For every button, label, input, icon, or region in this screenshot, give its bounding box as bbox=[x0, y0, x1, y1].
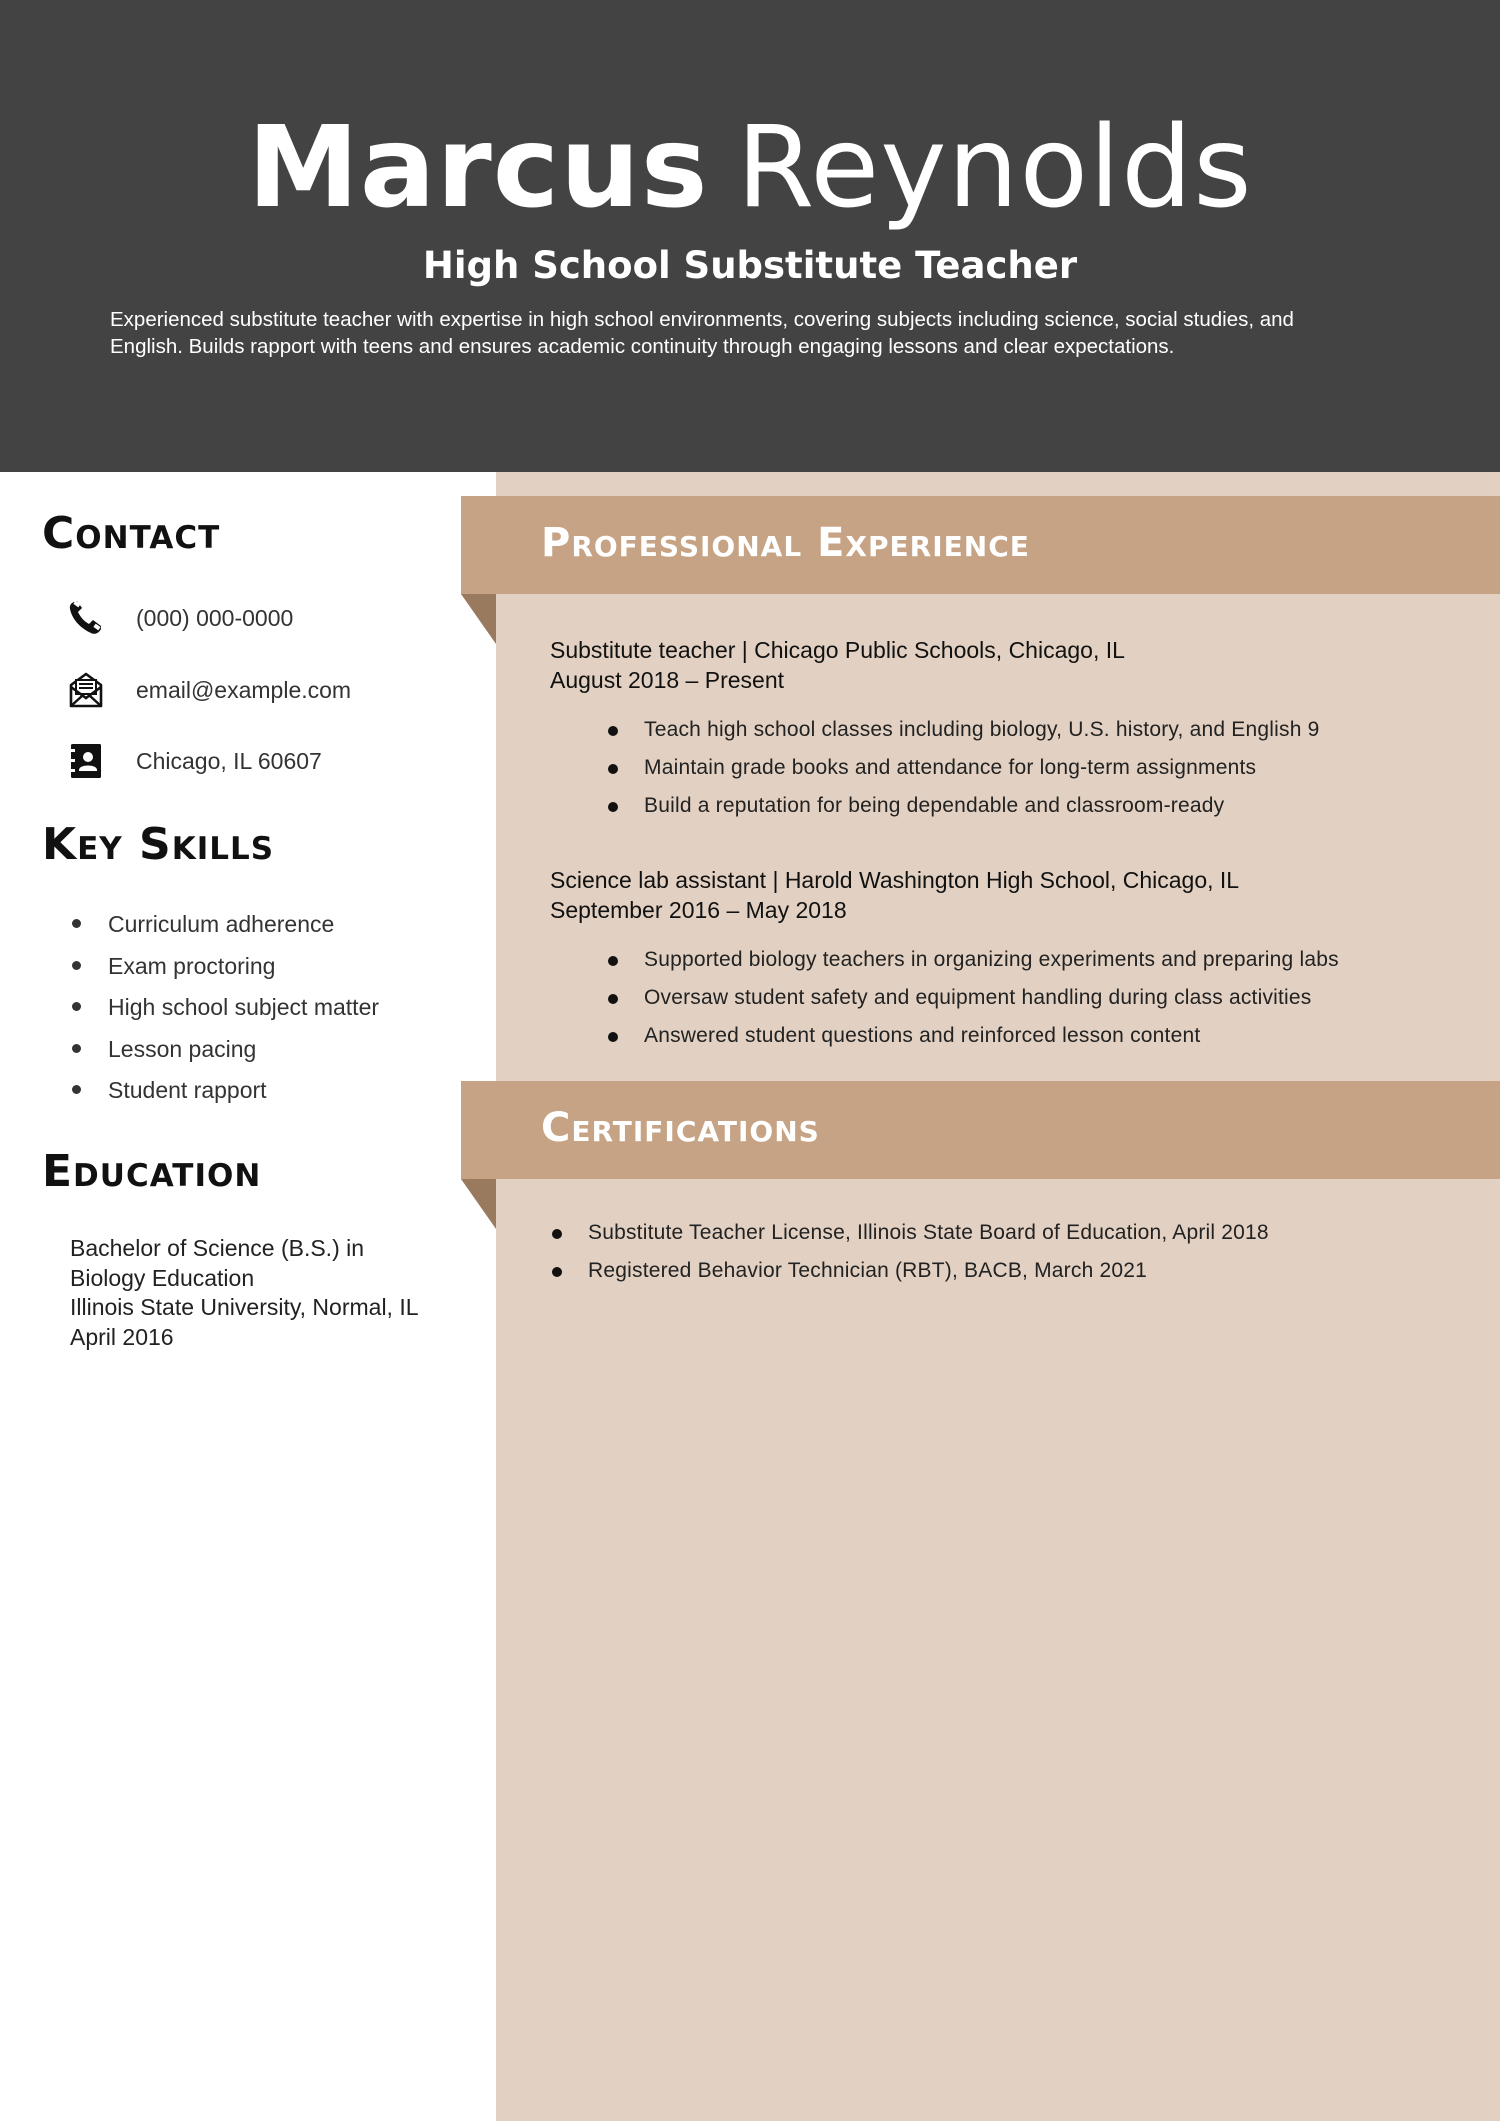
job-bullet: Maintain grade books and attendance for long-term assignments bbox=[606, 755, 1320, 793]
skill-item: Student rapport bbox=[70, 1072, 379, 1114]
skill-item: Lesson pacing bbox=[70, 1031, 379, 1073]
job-entry-header bbox=[550, 636, 1125, 695]
certifications-heading: Certifications bbox=[541, 1105, 820, 1151]
school-line: Illinois State University, Normal, IL bbox=[70, 1294, 419, 1320]
location-text: Chicago, IL 60607 bbox=[136, 748, 322, 774]
resume-header bbox=[0, 0, 1500, 472]
certifications-banner bbox=[461, 1081, 1500, 1179]
envelope-icon bbox=[66, 670, 106, 710]
experience-heading: Professional Experience bbox=[541, 520, 1030, 566]
banner-fold bbox=[461, 1179, 496, 1229]
skill-item: Exam proctoring bbox=[70, 948, 379, 990]
job-title-line: Science lab assistant | Harold Washington High School, Chicago, IL bbox=[550, 867, 1240, 893]
skill-item: Curriculum adherence bbox=[70, 906, 379, 948]
banner-fold bbox=[461, 594, 496, 644]
key-skills-heading: Key Skills bbox=[42, 819, 275, 870]
degree-line: Bachelor of Science (B.S.) in bbox=[70, 1235, 365, 1261]
job-bullets bbox=[606, 717, 1320, 831]
education-entry bbox=[70, 1234, 470, 1352]
summary-line: English. Builds rapport with teens and ensures academic continuity through engaging lessons and clear expectations. bbox=[110, 335, 1175, 358]
job-entry-header bbox=[550, 866, 1239, 925]
last-name: Reynolds bbox=[736, 103, 1253, 233]
phone-icon bbox=[66, 598, 106, 638]
job-bullet: Supported biology teachers in organizing experiments and preparing labs bbox=[606, 947, 1339, 985]
skill-item: High school subject matter bbox=[70, 989, 379, 1031]
contact-heading: Contact bbox=[42, 508, 221, 559]
job-dates: September 2016 – May 2018 bbox=[550, 896, 847, 923]
job-title: High School Substitute Teacher bbox=[422, 244, 1078, 287]
summary-line: Experienced substitute teacher with expertise in high school environments, covering subjects including science, social studies, and bbox=[110, 308, 1294, 331]
job-dates: August 2018 – Present bbox=[550, 666, 784, 693]
job-bullets bbox=[606, 947, 1339, 1061]
job-title-line: Substitute teacher | Chicago Public Schools, Chicago, IL bbox=[550, 637, 1125, 663]
certification-item: Substitute Teacher License, Illinois State Board of Education, April 2018 bbox=[550, 1220, 1269, 1258]
certifications-list bbox=[550, 1220, 1269, 1296]
job-bullet: Build a reputation for being dependable and classroom-ready bbox=[606, 793, 1320, 831]
certification-item: Registered Behavior Technician (RBT), BACB, March 2021 bbox=[550, 1258, 1269, 1296]
experience-banner bbox=[461, 496, 1500, 594]
graduation-date: April 2016 bbox=[70, 1323, 174, 1350]
education-heading: Education bbox=[42, 1146, 262, 1197]
contact-card-icon bbox=[66, 741, 106, 781]
summary bbox=[110, 306, 1390, 360]
job-bullet: Teach high school classes including biology, U.S. history, and English 9 bbox=[606, 717, 1320, 755]
email-address: email@example.com bbox=[136, 677, 352, 703]
candidate-name bbox=[0, 103, 1500, 233]
major-line: Biology Education bbox=[70, 1264, 255, 1291]
skills-list bbox=[70, 906, 379, 1114]
first-name: Marcus bbox=[247, 103, 709, 233]
job-bullet: Oversaw student safety and equipment handling during class activities bbox=[606, 985, 1339, 1023]
job-bullet: Answered student questions and reinforced lesson content bbox=[606, 1023, 1339, 1061]
phone-number: (000) 000-0000 bbox=[136, 605, 294, 631]
